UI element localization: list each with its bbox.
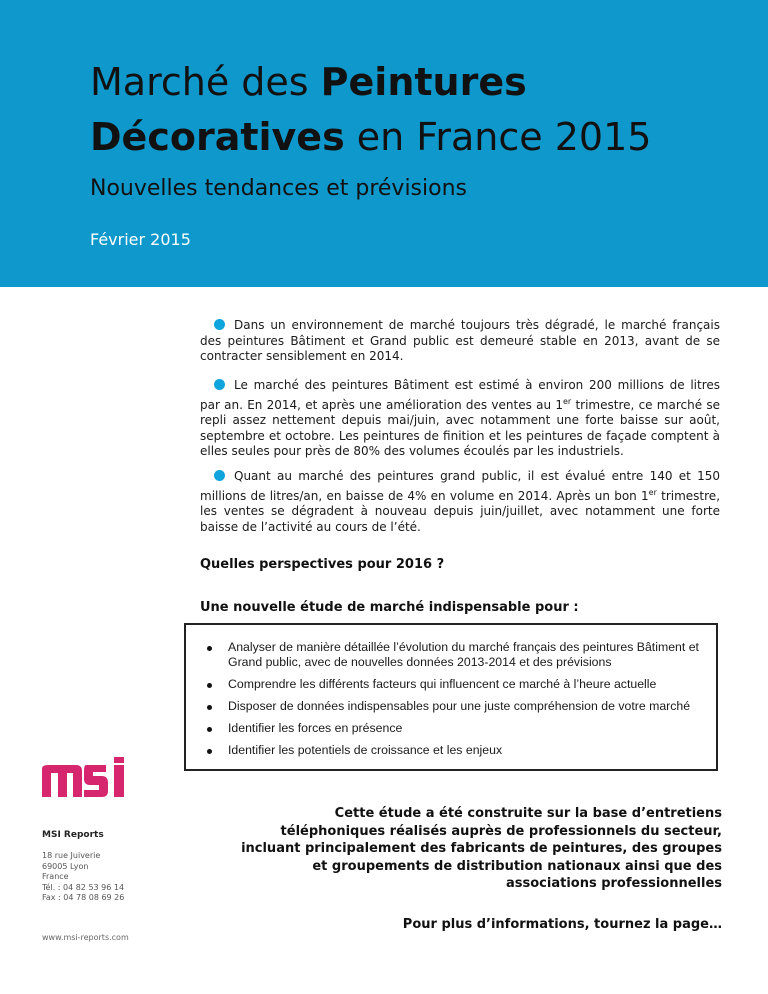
address-line: 69005 Lyon	[42, 861, 89, 871]
address-line: France	[42, 872, 69, 881]
objectives-list	[206, 640, 706, 765]
title-text-2: en France 2015	[344, 115, 652, 159]
company-name: MSI Reports	[42, 830, 104, 840]
list-item-text: Comprendre les différents facteurs qui influencent ce marché à l’heure actuelle	[228, 677, 657, 691]
title-text: Marché des	[90, 60, 321, 104]
title-bold-2: Décoratives	[90, 115, 345, 159]
study-heading: Une nouvelle étude de marché indispensable pour :	[200, 600, 579, 615]
title-bold-1: Peintures	[320, 60, 527, 104]
list-item	[206, 677, 706, 692]
question-heading: Quelles perspectives pour 2016 ?	[200, 557, 445, 572]
list-item-text: Identifier les potentiels de croissance et les enjeux	[228, 743, 503, 757]
list-item	[206, 743, 706, 758]
bullet-icon	[207, 727, 212, 732]
study-summary: Cette étude a été construite sur la base d’entretiens téléphoniques réalisés auprès de professionnels du secteur, incluant principalement des fabricants de peintures, des groupes et groupements de distribution nationaux ainsi que des associations professionnelles	[241, 806, 722, 891]
company-address	[42, 851, 124, 904]
list-item-text: Identifier les forces en présence	[228, 721, 403, 735]
intro-paragraph-3	[200, 469, 720, 535]
blue-bullet-icon	[214, 379, 225, 390]
paragraph-text: trimestre, ce marché se repli assez nettement depuis mai/juin, avec notamment une forte baisse sur août, septembre et octobre. Les peintures de finition et les peintures de façade comptent à elles seules pour près de 80% des volumes écoulés par les industriels.	[200, 397, 720, 458]
blue-bullet-icon	[214, 470, 225, 481]
company-website-link[interactable]: www.msi-reports.com	[42, 933, 129, 942]
objectives-box	[184, 623, 718, 771]
page-title	[90, 55, 750, 165]
list-item-text: Analyser de manière détaillée l’évolution du marché français des peintures Bâtiment et Grand public, avec de nouvelles données 2013-2014 et des prévisions	[228, 640, 699, 669]
fax-line: Fax : 04 78 08 69 26	[42, 893, 125, 902]
address-line: 18 rue Juiverie	[42, 851, 101, 860]
bullet-icon	[207, 749, 212, 754]
bullet-icon	[207, 683, 212, 688]
blue-bullet-icon	[214, 319, 225, 330]
list-item-text: Disposer de données indispensables pour une juste compréhension de votre marché	[228, 699, 691, 713]
bullet-icon	[207, 705, 212, 710]
superscript: er	[562, 396, 572, 406]
superscript: er	[648, 487, 657, 497]
paragraph-text: trimestre, les ventes se dégradent à nouveau depuis juin/juillet, avec notamment une forte baisse de l’activité au cours de l’été.	[200, 488, 721, 534]
list-item	[206, 721, 706, 736]
intro-paragraph-1	[200, 318, 720, 365]
paragraph-text: Le marché des peintures Bâtiment est estimé à environ 200 millions de litres par an. En 2014, et après une amélioration des ventes au 1	[200, 378, 720, 412]
list-item	[206, 699, 706, 714]
bullet-icon	[207, 646, 212, 651]
publication-date: Février 2015	[90, 230, 191, 249]
header-banner	[0, 0, 768, 287]
more-info-text: Pour plus d’informations, tournez la page…	[402, 917, 722, 932]
phone-line: Tél. : 04 82 53 96 14	[42, 882, 125, 892]
paragraph-text: Quant au marché des peintures grand public, il est évalué entre 140 et 150 millions de litres/an, en baisse de 4% en volume en 2014. Après un bon 1	[200, 469, 720, 503]
intro-paragraph-2	[200, 378, 720, 460]
page-subtitle: Nouvelles tendances et prévisions	[90, 176, 467, 201]
msi-logo	[42, 757, 128, 797]
list-item	[206, 640, 706, 670]
paragraph-text: Dans un environnement de marché toujours très dégradé, le marché français des peintures Bâtiment et Grand public est demeuré stable en 2013, avant de se contracter sensiblement en 2014.	[200, 318, 720, 363]
